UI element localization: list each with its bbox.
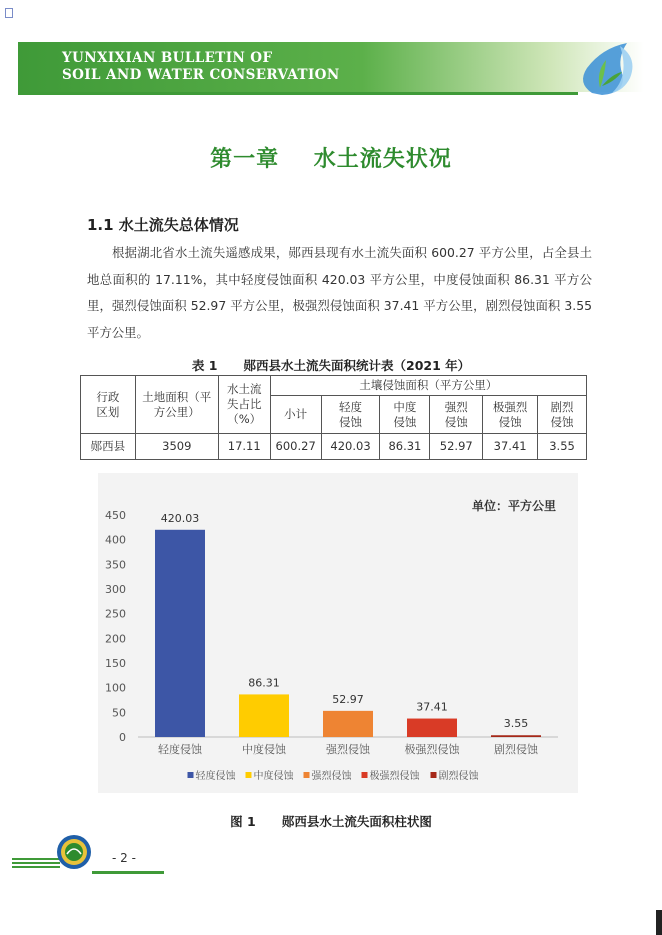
y-tick-label: 350 bbox=[105, 558, 126, 572]
cell-land-area: 3509 bbox=[135, 434, 218, 460]
erosion-bar-chart bbox=[98, 473, 578, 793]
bar-4 bbox=[407, 719, 457, 737]
table-caption: 表 1 郧西县水土流失面积统计表（2021 年） bbox=[191, 358, 471, 373]
scan-edge bbox=[656, 910, 662, 935]
legend-swatch bbox=[362, 772, 368, 778]
chart-unit-label: 单位：平方公里 bbox=[471, 499, 556, 513]
legend-label: 强烈侵蚀 bbox=[311, 771, 352, 782]
y-tick-label: 0 bbox=[119, 731, 126, 744]
cell-strong: 52.97 bbox=[430, 434, 483, 460]
th-land-area: 土地面积（平方公里） bbox=[135, 376, 218, 434]
bureau-emblem-icon bbox=[56, 834, 92, 870]
x-tick-label: 剧烈侵蚀 bbox=[494, 743, 538, 756]
th-light: 轻度侵蚀 bbox=[321, 396, 380, 434]
bulletin-title-line2: SOIL AND WATER CONSERVATION bbox=[62, 67, 340, 83]
x-tick-label: 中度侵蚀 bbox=[242, 743, 286, 756]
page-number: - 2 - bbox=[112, 851, 136, 865]
y-tick-label: 450 bbox=[105, 509, 126, 522]
legend-swatch bbox=[188, 772, 194, 778]
cell-severe: 3.55 bbox=[538, 434, 587, 460]
y-tick-label: 400 bbox=[105, 533, 126, 547]
th-moderate: 中度侵蚀 bbox=[380, 396, 430, 434]
legend-swatch bbox=[431, 772, 437, 778]
chart-svg bbox=[98, 473, 578, 793]
legend-label: 剧烈侵蚀 bbox=[438, 771, 479, 782]
header-underline bbox=[18, 92, 578, 95]
th-strong: 强烈侵蚀 bbox=[430, 396, 483, 434]
th-severe: 剧烈侵蚀 bbox=[538, 396, 587, 434]
section-title: 1.1 水土流失总体情况 bbox=[87, 216, 239, 234]
y-tick-label: 100 bbox=[105, 681, 126, 695]
bar-3 bbox=[323, 711, 373, 737]
cell-subtotal: 600.27 bbox=[270, 434, 321, 460]
th-loss-ratio: 水土流失占比（%） bbox=[218, 376, 270, 434]
bar-value-label: 52.97 bbox=[332, 692, 364, 706]
chapter-title: 第一章 水土流失状况 bbox=[210, 147, 452, 172]
cell-light: 420.03 bbox=[321, 434, 380, 460]
th-region: 行政区划 bbox=[81, 376, 136, 434]
figure-caption: 图 1 郧西县水土流失面积柱状图 bbox=[230, 814, 432, 829]
x-tick-label: 强烈侵蚀 bbox=[326, 743, 370, 756]
bar-1 bbox=[155, 530, 205, 737]
bar-value-label: 420.03 bbox=[160, 511, 200, 525]
y-tick-label: 50 bbox=[112, 706, 126, 720]
th-very-strong: 极强烈侵蚀 bbox=[483, 396, 538, 434]
bar-2 bbox=[239, 694, 289, 737]
cell-region: 郧西县 bbox=[81, 434, 136, 460]
bulletin-title-line1: YUNXIXIAN BULLETIN OF bbox=[62, 50, 273, 66]
bar-value-label: 86.31 bbox=[248, 676, 280, 690]
legend-label: 中度侵蚀 bbox=[253, 771, 294, 782]
legend-label: 极强烈侵蚀 bbox=[369, 771, 420, 782]
th-erosion-group: 土壤侵蚀面积（平方公里） bbox=[270, 376, 586, 396]
body-paragraph: 根据湖北省水土流失遥感成果，郧西县现有水土流失面积 600.27 平方公里，占全县土地总面积的 17.11%，其中轻度侵蚀面积 420.03 平方公里，中度侵蚀面积 86.31 平方公里，强烈侵蚀面积 52.97 平方公里，极强烈侵蚀面积 37.41 平方公里，剧烈侵蚀面积 3.55 平方公里。 bbox=[87, 245, 592, 340]
water-drop-leaf-icon bbox=[572, 38, 642, 98]
x-tick-label: 极强烈侵蚀 bbox=[404, 743, 460, 756]
legend-swatch bbox=[304, 772, 310, 778]
th-subtotal: 小计 bbox=[270, 396, 321, 434]
legend-label: 轻度侵蚀 bbox=[195, 771, 236, 782]
x-tick-label: 轻度侵蚀 bbox=[158, 743, 202, 756]
y-tick-label: 250 bbox=[105, 607, 126, 621]
y-tick-label: 300 bbox=[105, 583, 126, 596]
footer-line bbox=[12, 866, 60, 868]
y-tick-label: 150 bbox=[105, 657, 126, 670]
erosion-stats-table bbox=[80, 375, 587, 460]
cell-loss-ratio: 17.11 bbox=[218, 434, 270, 460]
bar-5 bbox=[491, 735, 541, 737]
scan-corner-mark bbox=[5, 8, 13, 18]
cell-moderate: 86.31 bbox=[380, 434, 430, 460]
bar-value-label: 3.55 bbox=[503, 717, 529, 731]
footer-line bbox=[12, 858, 60, 860]
footer-line bbox=[92, 871, 164, 874]
bar-value-label: 37.41 bbox=[416, 700, 448, 714]
y-tick-label: 200 bbox=[105, 632, 126, 646]
table-row bbox=[81, 434, 587, 460]
footer-line bbox=[12, 862, 60, 864]
cell-very-strong: 37.41 bbox=[483, 434, 538, 460]
legend-swatch bbox=[246, 772, 252, 778]
